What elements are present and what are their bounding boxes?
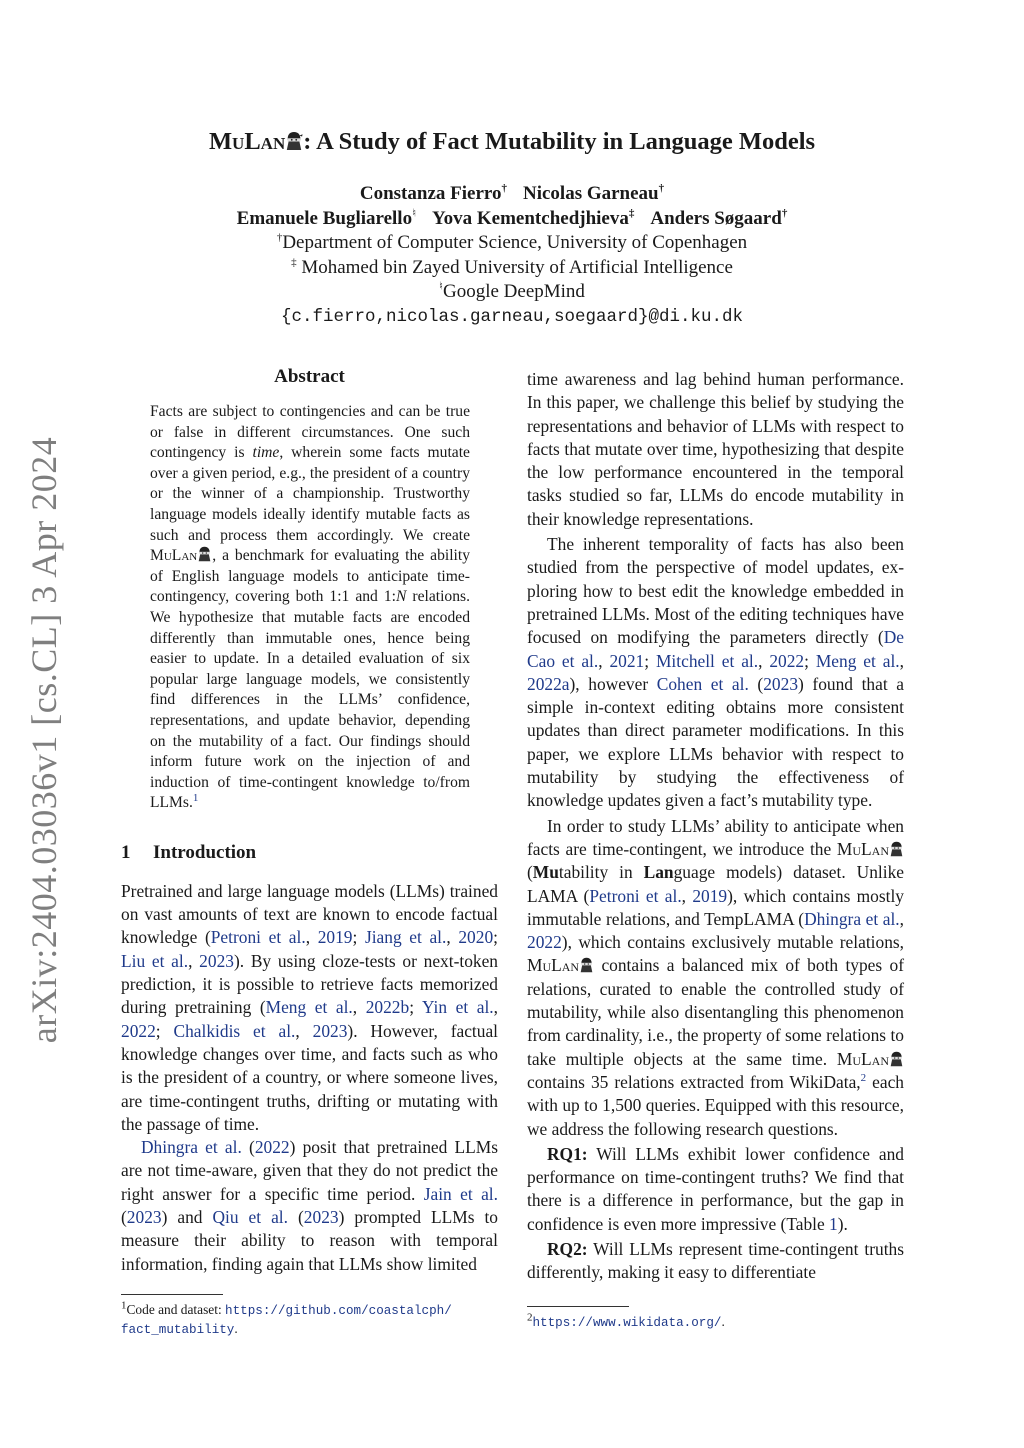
- abstract-text: Facts are subject to contingencies and can be true or false in different circumstances. One such contingency is time, wherein some facts mutate over a given period, e.g., the president of a country or the winner of a championship. Trustworthy language models ideally identify mutable facts as such and process them accordingly. We create MuLan , a benchmark for evaluating the ability of English language models to anticipate time-contingency, covering both 1:1 and 1:N relations. We hypothesize that mutable facts are encoded differently than immutable ones, hence being easier to update. In a detailed evaluation of six popular large language models, we consistently find differences in the LLMs’ confidence, representations, and update behavior, depending on the mutability of a fact. Our findings should inform future work on the injection of and induction of time-contingent knowledge to/from LLMs.$^1$: [150, 403, 470, 812]
- affiliation-mark: †: [781, 207, 788, 220]
- citation-year-link[interactable]: 2022: [769, 650, 805, 671]
- intro-paragraph-1: Pretrained and large language models (LLMs) trained on vast amounts of text are known to encode factual knowledge (Petroni et al., 2019; Jiang et al., 2020; Liu et al., 2023). By using cloze-tests or next-token prediction, it is possible to retrieve facts memorized during pretraining (Meng et al., 2022b; Yin et al., 2022; Chalkidis et al., 2023). However, factual knowledge changes over time, and facts such as who is the president of a country, or where someone lives, are time-contingent truths, drifting or mutating with the passage of time.: [121, 880, 499, 1134]
- paper-title: [120, 128, 904, 156]
- section-heading-introduction: 1 Introduction: [121, 841, 257, 863]
- dataset-name: MuLan: [527, 955, 580, 976]
- arxiv-stamp: [14, 430, 74, 1050]
- footnote-2: $^2$https://www.wikidata.org/.: [527, 1306, 904, 1332]
- footnote-rule: [527, 1306, 629, 1307]
- citation-link[interactable]: Jiang et al.: [364, 927, 447, 948]
- title-text: : A Study of Fact Mutability in Language Models: [303, 128, 816, 155]
- author-name: Yova Kementchedjhieva: [432, 207, 629, 229]
- citation-year-link[interactable]: 2022: [527, 932, 562, 953]
- footnote-1: $^1$Code and dataset: https://github.com/coastalcph/ fact_mutability.: [121, 1294, 501, 1339]
- affiliation-mark: †: [658, 182, 665, 195]
- author-line-1: [120, 182, 904, 207]
- citation-link[interactable]: De Cao et al.: [527, 627, 904, 671]
- citation-year-link[interactable]: 2019: [317, 927, 353, 948]
- author-block: [120, 182, 904, 329]
- research-question-2: RQ2: Will LLMs represent time-contingent truths differently, making it easy to differentiate: [527, 1238, 904, 1283]
- author-name: Emanuele Bugliarello: [236, 207, 413, 229]
- wikidata-url-link[interactable]: https://www.wikidata.org/: [532, 1316, 722, 1330]
- author-name: Nicolas Garneau: [522, 183, 659, 204]
- research-question-1: RQ1: Will LLMs exhibit lower confidence and performance on time-contingent truths? We find that there is a difference in performance, but the gap in confidence is even more impressive (Table 1).: [527, 1143, 904, 1234]
- affiliation-1: †Department of Computer Science, University of Copenhagen: [276, 231, 748, 253]
- citation-link[interactable]: Meng et al.: [815, 650, 900, 671]
- footnote-ref[interactable]: 2: [860, 1072, 867, 1085]
- author-line-2: [120, 207, 904, 232]
- affiliation-2: ‡ Mohamed bin Zayed University of Artificial Intelligence: [291, 256, 733, 278]
- citation-link[interactable]: Petroni et al.: [210, 927, 306, 948]
- citation-link[interactable]: Yin et al.: [421, 997, 494, 1018]
- citation-year-link[interactable]: 2022: [121, 1020, 156, 1041]
- citation-link[interactable]: Dhingra et al.: [804, 908, 900, 929]
- right-paragraph-3: In order to study LLMs’ ability to anticipate when facts are time-contingent, we introduce the MuLan (Mutability in Language models) dataset. Unlike LAMA (Petroni et al., 2019), which contains mostly immutable relations, and TempLAMA (Dhingra et al., 2022), which contains exclusively mutable relations, MuLan contains a balanced mix of both types of relations, curated to enable the controlled study of mutability, while also disentangling this phenomenon from cardinality, i.e., the property of some relations to take multiple objects at the same time. MuLan contains 35 relations extracted from WikiData,$^2$ each with up to 1,500 queries. Equipped with this resource, we address the following research questions.: [527, 815, 904, 1139]
- right-column: [527, 368, 904, 1285]
- abstract-heading: Abstract: [274, 366, 345, 387]
- citation-link[interactable]: Petroni et al.: [589, 885, 682, 906]
- title-dataset-name: MuLan: [208, 128, 286, 155]
- author-name: Constanza Fierro: [359, 183, 502, 204]
- citation-year-link[interactable]: 2023: [303, 1207, 339, 1228]
- citation-link[interactable]: Dhingra et al.: [141, 1137, 242, 1158]
- author-emails[interactable]: {c.fierro,nicolas.garneau,soegaard}@di.ku.dk: [280, 306, 744, 327]
- citation-year-link[interactable]: 2023: [126, 1207, 162, 1228]
- citation-year-link[interactable]: 2019: [692, 885, 728, 906]
- citation-link[interactable]: Meng et al.: [265, 997, 353, 1018]
- ninja-icon: [579, 957, 594, 973]
- right-paragraph-2: The inherent temporality of facts has also been studied from the perspective of model updates, exploring how to best edit the knowledge embedded in pretrained LLMs. Most of the editing techniques have focused on modifying the parameters directly (De Cao et al., 2021; Mitchell et al., 2022; Meng et al., 2022a), however Cohen et al. (2023) found that a simple in-context editing obtains more consistent updates than direct parameter modifications. In this paper, we explore LLMs behavior with respect to mutability by studying the effectiveness of knowledge updates given a fact’s mutability type.: [527, 534, 904, 811]
- arxiv-identifier[interactable]: arXiv:2404.03036v1 [cs.CL] 3 Apr 2024: [24, 436, 64, 1044]
- citation-link[interactable]: Cohen et al.: [656, 673, 749, 694]
- dataset-name: MuLan: [836, 838, 889, 859]
- citation-year-link[interactable]: 2022: [254, 1137, 290, 1158]
- affiliation-mark: ♮: [412, 207, 417, 220]
- author-name: Anders Søgaard: [650, 207, 782, 229]
- dataset-name: MuLan: [836, 1048, 889, 1069]
- citation-link[interactable]: Liu et al.: [121, 950, 189, 971]
- citation-link[interactable]: Jain et al.: [423, 1183, 498, 1204]
- citation-year-link[interactable]: 2021: [609, 650, 645, 671]
- citation-year-link[interactable]: 2023: [312, 1020, 348, 1041]
- ninja-icon: [285, 131, 303, 151]
- table-ref-link[interactable]: 1: [829, 1213, 838, 1234]
- dataset-name: MuLan: [150, 547, 198, 565]
- footnote-rule: [121, 1294, 223, 1295]
- affiliation-mark: ‡: [628, 207, 635, 220]
- intro-paragraph-2: Dhingra et al. (2022) posit that pretrained LLMs are not time-aware, given that they do not predict the right answer for a specific time period. Jain et al. (2023) and Qiu et al. (2023) prompted LLMs to measure their ability to reason with temporal information, finding again that LLMs show limited: [121, 1137, 499, 1274]
- citation-year-link[interactable]: 2022b: [365, 997, 410, 1018]
- citation-link[interactable]: Mitchell et al.: [655, 650, 759, 671]
- citation-year-link[interactable]: 2023: [199, 950, 234, 971]
- right-paragraph-1: time awareness and lag behind human performance. In this paper, we challenge this belief by studying the representations and behavior of LLMs with respect to facts that mutate over time, hypothesizing that despite the low performance encountered in the temporal tasks studied so far, LLMs do encode mutability in their knowledge representations.: [527, 369, 904, 529]
- ninja-icon: [889, 841, 904, 857]
- ninja-icon: [197, 546, 212, 562]
- citation-link[interactable]: Chalkidis et al.: [173, 1020, 296, 1041]
- code-url-link[interactable]: https://github.com/coastalcph/ fact_mutability: [121, 1304, 452, 1337]
- ninja-icon: [889, 1051, 904, 1067]
- affiliation-mark: †: [501, 182, 507, 195]
- citation-year-link[interactable]: 2020: [458, 927, 494, 948]
- left-column: [121, 362, 498, 1276]
- citation-link[interactable]: Qiu et al.: [212, 1207, 288, 1228]
- citation-year-link[interactable]: 2023: [763, 673, 799, 694]
- affiliation-3: ♮Google DeepMind: [439, 280, 585, 302]
- footnote-ref[interactable]: 1: [192, 792, 199, 805]
- citation-year-link[interactable]: 2022a: [527, 673, 570, 694]
